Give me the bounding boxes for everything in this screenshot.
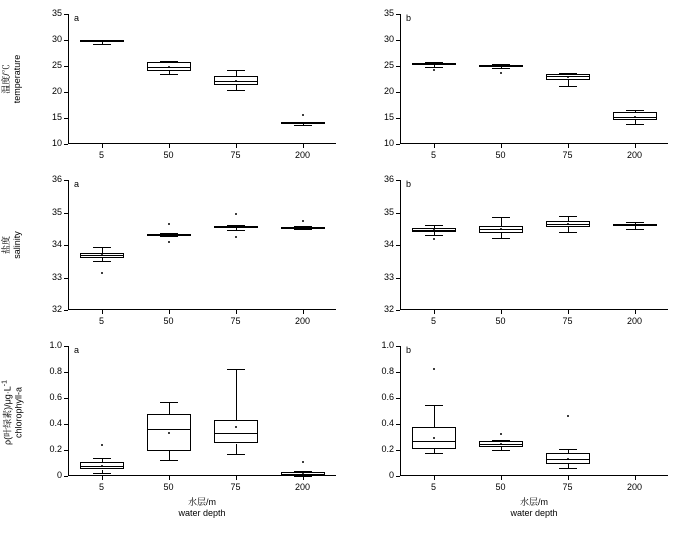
x-tick [169,476,170,480]
box-mean-marker [302,122,304,124]
whisker-upper [434,405,435,427]
x-axis-title-cn: 水层/m [188,497,216,507]
y-tick [64,476,68,477]
box-mean-marker [168,66,170,68]
box-mean-marker [567,223,569,225]
whisker-cap-upper [227,369,245,370]
y-tick-label: 25 [51,60,62,70]
y-tick [64,346,68,347]
box-plot [214,420,258,443]
outlier-point [302,461,304,463]
y-axis-title-cn: 温度/℃ [1,64,11,94]
outlier-point [567,415,569,417]
y-tick [64,372,68,373]
whisker-cap-upper [492,217,510,218]
whisker-cap-lower [559,232,577,233]
x-tick [102,310,103,314]
y-tick-label: 36 [383,174,394,184]
whisker-cap-upper [425,405,443,406]
y-tick-label: 33 [383,271,394,282]
y-axis-title-cn: 盐度 [1,236,11,255]
y-tick [396,372,400,373]
box-mean-marker [433,229,435,231]
box-mean-marker [235,226,237,228]
y-axis-title-cn: ρ(叶绿素)$/\mu g\cdot L^{-1}$ [1,379,13,446]
box-median [412,441,456,442]
x-tick [102,144,103,148]
plot-frame-chlorophyll-b [400,346,668,476]
panel-letter-salinity-b: b [406,179,412,189]
y-tick [64,40,68,41]
y-tick [396,118,400,119]
box-mean-marker [500,443,502,445]
y-tick-label: 0.6 [381,392,394,402]
plot-frame-chlorophyll-a [68,346,336,476]
y-tick-label: 20 [51,86,62,96]
y-tick [396,310,400,311]
whisker-cap-lower [294,476,312,477]
y-tick-label: 25 [383,60,394,70]
outlier-point [500,72,502,74]
whisker-cap-upper [93,458,111,459]
box-median [147,429,191,430]
x-tick-label: 200 [294,150,311,160]
y-tick-label: 0.8 [49,366,62,376]
plot-frame-salinity-a [68,180,336,310]
whisker-upper [236,369,237,420]
y-tick-label: 35 [51,206,62,217]
whisker-cap-upper [425,225,443,226]
y-axis-title-en: temperature [12,54,22,104]
x-tick [102,476,103,480]
whisker-cap-lower [227,230,245,231]
x-tick [434,144,435,148]
whisker-cap-lower [425,67,443,68]
y-tick-label: 32 [383,304,394,314]
outlier-point [168,223,170,225]
y-tick [396,450,400,451]
x-axis-title-b [400,497,668,519]
y-tick [396,40,400,41]
y-tick [64,213,68,214]
y-tick-label: 0.4 [381,418,394,428]
y-tick-label: 35 [383,8,394,18]
y-tick [396,476,400,477]
y-tick [64,14,68,15]
y-axis-title-en: salinity [12,231,22,259]
x-axis-title-a [68,497,336,519]
y-tick-label: 20 [383,86,394,96]
x-tick [635,310,636,314]
x-tick-label: 5 [98,150,104,160]
plot-frame-salinity-b [400,180,668,310]
y-tick [64,118,68,119]
y-tick-label: 32 [51,304,62,314]
whisker-cap-lower [425,453,443,454]
x-axis-title-cn: 水层/m [520,497,548,507]
whisker-cap-lower [160,236,178,237]
whisker-cap-lower [93,261,111,262]
y-tick-label: 34 [383,239,394,249]
box-mean-marker [567,458,569,460]
y-tick-label: 0.8 [381,366,394,376]
outlier-point [101,444,103,446]
x-tick-label: 50 [163,316,174,326]
whisker-lower [434,449,435,453]
whisker-cap-upper [93,247,111,248]
y-tick-label: 1.0 [49,340,62,350]
whisker-cap-lower [160,460,178,461]
x-tick-label: 75 [230,482,241,492]
x-tick [434,310,435,314]
whisker-cap-upper [559,449,577,450]
whisker-cap-upper [160,61,178,62]
x-tick-label: 75 [562,482,573,492]
x-tick [169,144,170,148]
whisker-cap-upper [559,216,577,217]
x-tick [236,144,237,148]
x-tick-label: 5 [430,150,436,160]
y-tick-label: 30 [51,34,62,44]
whisker-cap-lower [626,124,644,125]
y-tick-label: 0.2 [49,444,62,454]
y-tick [64,92,68,93]
whisker-cap-lower [93,44,111,45]
whisker-cap-upper [160,402,178,403]
x-tick [236,476,237,480]
x-tick-label: 75 [562,150,573,160]
x-tick-label: 5 [98,316,104,326]
y-tick [396,398,400,399]
box-median [214,433,258,434]
whisker-lower [236,444,237,454]
whisker-cap-lower [425,235,443,236]
outlier-point [302,114,304,116]
y-tick [64,398,68,399]
x-tick [568,310,569,314]
y-tick [396,66,400,67]
panel-letter-salinity-a: a [74,179,80,189]
y-tick [396,213,400,214]
x-tick-label: 50 [163,150,174,160]
y-tick [396,346,400,347]
whisker-cap-lower [294,229,312,230]
whisker-cap-lower [227,454,245,455]
x-tick-label: 200 [626,482,643,492]
x-tick-label: 5 [430,316,436,326]
box-mean-marker [168,432,170,434]
whisker-cap-lower [626,229,644,230]
box-mean-marker [235,426,237,428]
outlier-point [235,213,237,215]
y-tick-label: 0.6 [49,392,62,402]
whisker-cap-lower [559,86,577,87]
box-mean-marker [634,116,636,118]
y-tick-label: 10 [51,138,62,148]
y-tick-label: 34 [51,239,62,249]
y-axis-title-temperature [1,0,23,169]
y-tick-label: 10 [383,138,394,148]
x-axis-title-en: water depth [178,508,226,518]
y-tick-label: 0.4 [49,418,62,428]
outlier-point [235,236,237,238]
panel-letter-chlorophyll-a: a [74,345,80,355]
x-tick-label: 75 [562,316,573,326]
y-tick [64,450,68,451]
whisker-upper [501,217,502,225]
x-tick [568,476,569,480]
box-mean-marker [235,80,237,82]
y-tick [64,180,68,181]
y-tick-label: 15 [383,112,394,122]
y-tick-label: 1.0 [381,340,394,350]
whisker-cap-lower [160,74,178,75]
y-tick-label: 36 [51,174,62,184]
whisker-cap-lower [294,125,312,126]
y-tick [396,278,400,279]
y-tick [396,144,400,145]
x-tick [236,310,237,314]
box-mean-marker [634,224,636,226]
y-tick [64,310,68,311]
y-tick [64,144,68,145]
x-tick [501,476,502,480]
panel-letter-temperature-b: b [406,13,412,23]
whisker-upper [169,402,170,414]
y-tick-label: 0 [388,470,394,480]
y-tick-label: 35 [383,206,394,217]
y-tick-label: 0 [56,470,62,480]
y-tick-label: 30 [383,34,394,44]
x-tick-label: 5 [98,482,104,492]
y-tick [396,424,400,425]
whisker-cap-lower [227,90,245,91]
box-mean-marker [168,234,170,236]
outlier-point [433,238,435,240]
x-tick-label: 50 [163,482,174,492]
y-tick-label: 0.2 [381,444,394,454]
y-tick [396,14,400,15]
panel-letter-temperature-a: a [74,13,80,23]
whisker-cap-lower [492,238,510,239]
x-tick-label: 75 [230,150,241,160]
x-tick [303,144,304,148]
whisker-cap-lower [492,450,510,451]
box-mean-marker [101,40,103,42]
x-tick-label: 200 [294,482,311,492]
x-tick-label: 200 [626,150,643,160]
x-tick [501,310,502,314]
whisker-cap-upper [626,110,644,111]
y-tick [64,66,68,67]
y-tick-label: 33 [51,271,62,282]
x-tick-label: 5 [430,482,436,492]
x-tick [303,310,304,314]
outlier-point [433,69,435,71]
whisker-cap-lower [559,468,577,469]
x-tick-label: 50 [495,316,506,326]
whisker-cap-lower [93,473,111,474]
whisker-cap-upper [492,440,510,441]
y-tick [64,245,68,246]
y-tick [64,424,68,425]
x-axis-title-en: water depth [510,508,558,518]
y-tick [396,92,400,93]
box-mean-marker [500,228,502,230]
x-tick [434,476,435,480]
whisker-lower [568,80,569,86]
whisker-cap-lower [492,68,510,69]
outlier-point [302,220,304,222]
panel-letter-chlorophyll-b: b [406,345,412,355]
y-axis-title-chlorophyll [0,323,25,503]
y-tick [396,180,400,181]
whisker-cap-upper [559,73,577,74]
y-tick-label: 35 [51,8,62,18]
x-tick-label: 200 [626,316,643,326]
box-mean-marker [500,65,502,67]
y-tick-label: 15 [51,112,62,122]
y-axis-title-salinity [1,155,23,335]
x-tick-label: 50 [495,482,506,492]
y-axis-title-en: chlorophyll-a [13,386,24,439]
x-tick-label: 200 [294,316,311,326]
box-mean-marker [101,465,103,467]
whisker-cap-upper [626,222,644,223]
whisker-cap-upper [227,70,245,71]
x-tick [635,476,636,480]
box-mean-marker [567,76,569,78]
x-tick [501,144,502,148]
x-tick-label: 75 [230,316,241,326]
x-tick [635,144,636,148]
y-tick [64,278,68,279]
y-tick [396,245,400,246]
x-tick [568,144,569,148]
outlier-point [168,241,170,243]
x-tick [169,310,170,314]
x-tick-label: 50 [495,150,506,160]
outlier-point [101,272,103,274]
